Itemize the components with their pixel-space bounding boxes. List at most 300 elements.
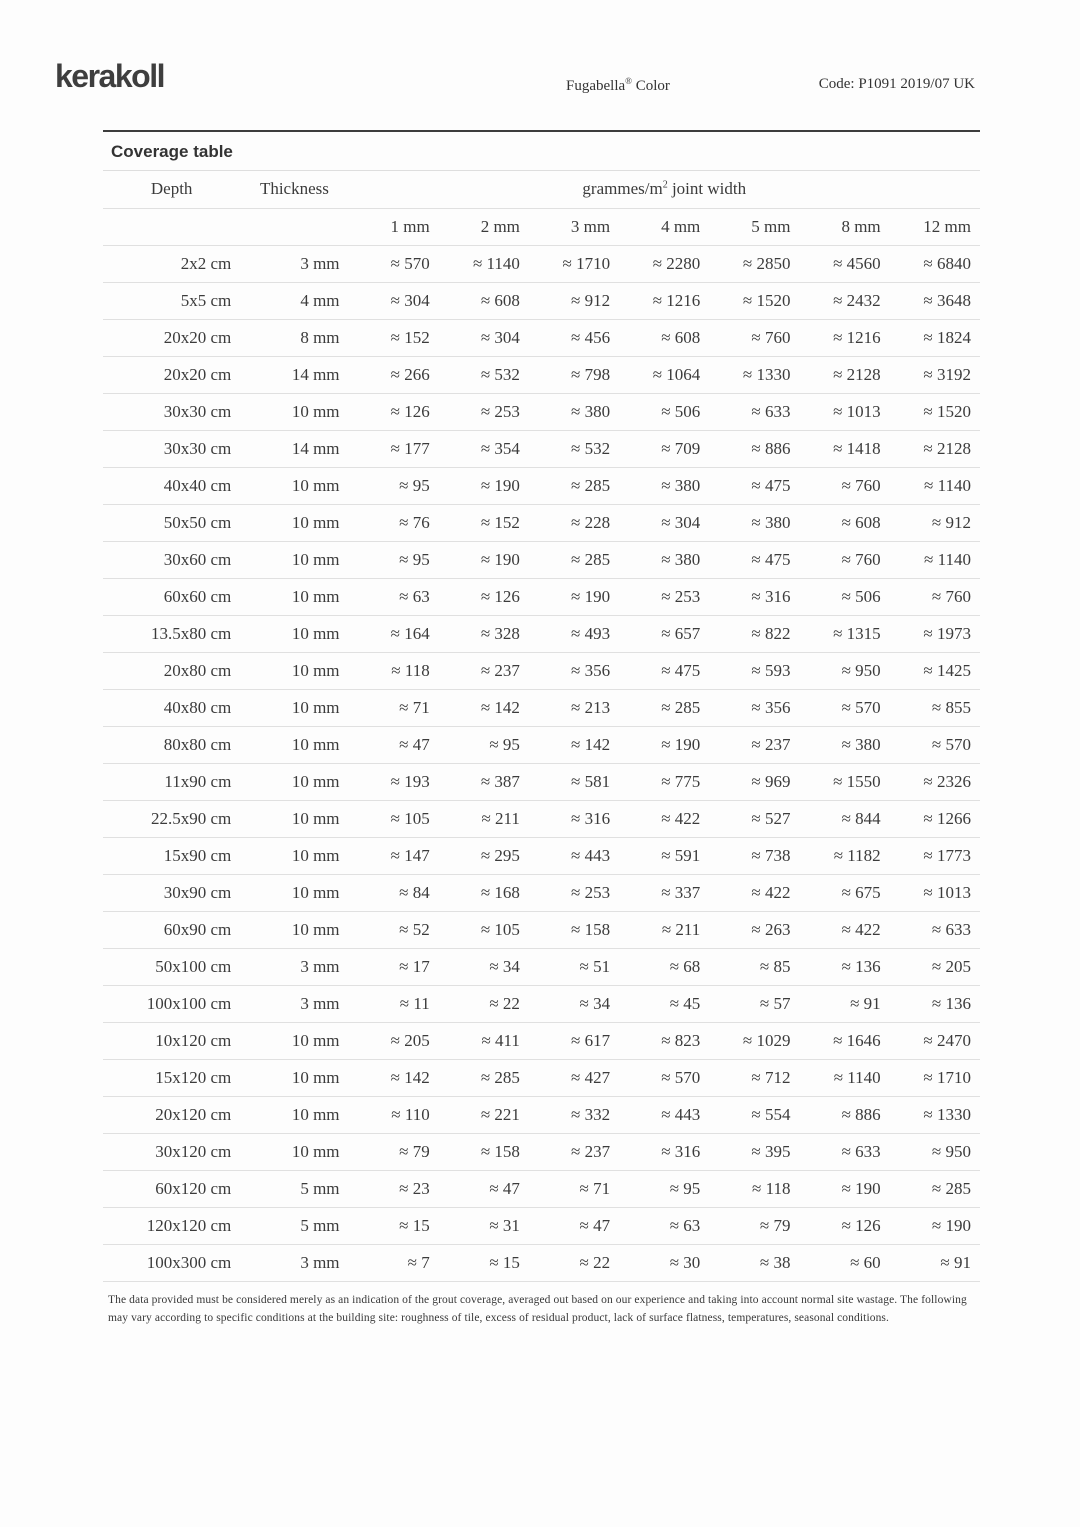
thickness-cell: 5 mm (240, 1207, 348, 1244)
thickness-cell: 10 mm (240, 467, 348, 504)
coverage-value-cell: ≈ 328 (439, 615, 529, 652)
depth-cell: 2x2 cm (103, 245, 240, 282)
coverage-value-cell: ≈ 285 (890, 1170, 980, 1207)
coverage-value-cell: ≈ 950 (799, 652, 889, 689)
thickness-cell: 10 mm (240, 726, 348, 763)
coverage-value-cell: ≈ 205 (890, 948, 980, 985)
coverage-value-cell: ≈ 593 (709, 652, 799, 689)
thickness-cell: 3 mm (240, 985, 348, 1022)
coverage-value-cell: ≈ 1425 (890, 652, 980, 689)
coverage-value-cell: ≈ 22 (439, 985, 529, 1022)
table-row (103, 985, 980, 1022)
depth-cell: 15x90 cm (103, 837, 240, 874)
joint-width-header: 4 mm (619, 208, 709, 245)
coverage-value-cell: ≈ 1710 (890, 1059, 980, 1096)
coverage-value-cell: ≈ 304 (619, 504, 709, 541)
coverage-value-cell: ≈ 354 (439, 430, 529, 467)
coverage-value-cell: ≈ 91 (890, 1244, 980, 1281)
coverage-value-cell: ≈ 823 (619, 1022, 709, 1059)
coverage-value-cell: ≈ 316 (709, 578, 799, 615)
coverage-value-cell: ≈ 387 (439, 763, 529, 800)
group-header-superscript: 2 (662, 179, 668, 191)
coverage-value-cell: ≈ 570 (619, 1059, 709, 1096)
coverage-value-cell: ≈ 136 (799, 948, 889, 985)
coverage-value-cell: ≈ 380 (709, 504, 799, 541)
coverage-value-cell: ≈ 15 (439, 1244, 529, 1281)
coverage-value-cell: ≈ 912 (890, 504, 980, 541)
product-name-suffix: Color (632, 78, 670, 94)
coverage-value-cell: ≈ 337 (619, 874, 709, 911)
coverage-value-cell: ≈ 950 (890, 1133, 980, 1170)
thickness-cell: 10 mm (240, 874, 348, 911)
coverage-value-cell: ≈ 30 (619, 1244, 709, 1281)
thickness-cell: 3 mm (240, 1244, 348, 1281)
coverage-value-cell: ≈ 1013 (890, 874, 980, 911)
table-row (103, 541, 980, 578)
coverage-value-cell: ≈ 190 (890, 1207, 980, 1244)
depth-cell: 100x100 cm (103, 985, 240, 1022)
thickness-cell: 10 mm (240, 1022, 348, 1059)
coverage-value-cell: ≈ 136 (890, 985, 980, 1022)
coverage-value-cell: ≈ 443 (529, 837, 619, 874)
coverage-value-cell: ≈ 1710 (529, 245, 619, 282)
coverage-value-cell: ≈ 738 (709, 837, 799, 874)
coverage-value-cell: ≈ 237 (709, 726, 799, 763)
coverage-value-cell: ≈ 211 (619, 911, 709, 948)
table-row (103, 726, 980, 763)
coverage-value-cell: ≈ 2128 (799, 356, 889, 393)
group-header-suffix: joint width (667, 179, 747, 199)
table-row (103, 282, 980, 319)
coverage-value-cell: ≈ 570 (799, 689, 889, 726)
coverage-value-cell: ≈ 608 (799, 504, 889, 541)
coverage-value-cell: ≈ 190 (529, 578, 619, 615)
coverage-table-body (103, 245, 980, 1281)
coverage-value-cell: ≈ 2850 (709, 245, 799, 282)
coverage-value-cell: ≈ 47 (439, 1170, 529, 1207)
coverage-value-cell: ≈ 38 (709, 1244, 799, 1281)
depth-cell: 30x90 cm (103, 874, 240, 911)
coverage-value-cell: ≈ 95 (619, 1170, 709, 1207)
thickness-cell: 5 mm (240, 1170, 348, 1207)
coverage-value-cell: ≈ 110 (349, 1096, 439, 1133)
coverage-value-cell: ≈ 844 (799, 800, 889, 837)
product-name-text: Fugabella (566, 78, 626, 94)
empty-header-cell (240, 208, 348, 245)
coverage-value-cell: ≈ 912 (529, 282, 619, 319)
coverage-value-cell: ≈ 395 (709, 1133, 799, 1170)
table-row (103, 763, 980, 800)
table-row (103, 1133, 980, 1170)
thickness-cell: 10 mm (240, 1096, 348, 1133)
coverage-value-cell: ≈ 304 (439, 319, 529, 356)
thickness-cell: 10 mm (240, 541, 348, 578)
coverage-value-cell: ≈ 17 (349, 948, 439, 985)
coverage-value-cell: ≈ 285 (439, 1059, 529, 1096)
thickness-column-header: Thickness (240, 171, 348, 208)
table-row (103, 1170, 980, 1207)
coverage-value-cell: ≈ 1182 (799, 837, 889, 874)
coverage-value-cell: ≈ 263 (709, 911, 799, 948)
coverage-value-cell: ≈ 1550 (799, 763, 889, 800)
coverage-value-cell: ≈ 1418 (799, 430, 889, 467)
coverage-value-cell: ≈ 1773 (890, 837, 980, 874)
table-header-row (103, 171, 980, 208)
coverage-value-cell: ≈ 118 (709, 1170, 799, 1207)
depth-cell: 60x90 cm (103, 911, 240, 948)
coverage-value-cell: ≈ 3192 (890, 356, 980, 393)
depth-cell: 50x100 cm (103, 948, 240, 985)
coverage-value-cell: ≈ 295 (439, 837, 529, 874)
coverage-value-cell: ≈ 84 (349, 874, 439, 911)
coverage-value-cell: ≈ 34 (529, 985, 619, 1022)
coverage-value-cell: ≈ 855 (890, 689, 980, 726)
coverage-value-cell: ≈ 633 (890, 911, 980, 948)
depth-cell: 80x80 cm (103, 726, 240, 763)
coverage-value-cell: ≈ 1315 (799, 615, 889, 652)
coverage-value-cell: ≈ 798 (529, 356, 619, 393)
coverage-value-cell: ≈ 253 (439, 393, 529, 430)
coverage-value-cell: ≈ 570 (349, 245, 439, 282)
thickness-cell: 3 mm (240, 245, 348, 282)
coverage-value-cell: ≈ 47 (349, 726, 439, 763)
thickness-cell: 10 mm (240, 800, 348, 837)
coverage-value-cell: ≈ 506 (799, 578, 889, 615)
thickness-cell: 10 mm (240, 504, 348, 541)
joint-width-header-row (103, 208, 980, 245)
coverage-value-cell: ≈ 152 (349, 319, 439, 356)
coverage-value-cell: ≈ 1064 (619, 356, 709, 393)
thickness-cell: 10 mm (240, 763, 348, 800)
coverage-value-cell: ≈ 356 (709, 689, 799, 726)
coverage-value-cell: ≈ 85 (709, 948, 799, 985)
coverage-value-cell: ≈ 79 (709, 1207, 799, 1244)
thickness-cell: 10 mm (240, 837, 348, 874)
coverage-value-cell: ≈ 633 (709, 393, 799, 430)
coverage-value-cell: ≈ 316 (619, 1133, 709, 1170)
depth-cell: 30x30 cm (103, 430, 240, 467)
table-row (103, 504, 980, 541)
depth-cell: 30x120 cm (103, 1133, 240, 1170)
coverage-value-cell: ≈ 71 (349, 689, 439, 726)
coverage-value-cell: ≈ 31 (439, 1207, 529, 1244)
joint-width-header: 8 mm (799, 208, 889, 245)
table-row (103, 1059, 980, 1096)
coverage-value-cell: ≈ 95 (349, 541, 439, 578)
coverage-value-cell: ≈ 2432 (799, 282, 889, 319)
thickness-cell: 14 mm (240, 430, 348, 467)
table-row (103, 911, 980, 948)
coverage-value-cell: ≈ 760 (799, 467, 889, 504)
coverage-value-cell: ≈ 63 (349, 578, 439, 615)
depth-cell: 40x40 cm (103, 467, 240, 504)
coverage-value-cell: ≈ 266 (349, 356, 439, 393)
coverage-value-cell: ≈ 105 (439, 911, 529, 948)
coverage-value-cell: ≈ 228 (529, 504, 619, 541)
coverage-value-cell: ≈ 190 (439, 467, 529, 504)
coverage-value-cell: ≈ 22 (529, 1244, 619, 1281)
coverage-value-cell: ≈ 7 (349, 1244, 439, 1281)
thickness-cell: 3 mm (240, 948, 348, 985)
coverage-value-cell: ≈ 164 (349, 615, 439, 652)
table-row (103, 1096, 980, 1133)
coverage-value-cell: ≈ 760 (890, 578, 980, 615)
table-row (103, 1244, 980, 1281)
coverage-value-cell: ≈ 570 (890, 726, 980, 763)
coverage-value-cell: ≈ 142 (349, 1059, 439, 1096)
coverage-value-cell: ≈ 1140 (439, 245, 529, 282)
coverage-value-cell: ≈ 475 (709, 467, 799, 504)
coverage-value-cell: ≈ 532 (439, 356, 529, 393)
coverage-value-cell: ≈ 52 (349, 911, 439, 948)
thickness-cell: 10 mm (240, 1059, 348, 1096)
coverage-value-cell: ≈ 657 (619, 615, 709, 652)
coverage-value-cell: ≈ 285 (529, 541, 619, 578)
thickness-cell: 10 mm (240, 911, 348, 948)
coverage-value-cell: ≈ 380 (799, 726, 889, 763)
depth-column-header: Depth (103, 171, 240, 208)
coverage-value-cell: ≈ 211 (439, 800, 529, 837)
coverage-value-cell: ≈ 380 (529, 393, 619, 430)
coverage-value-cell: ≈ 147 (349, 837, 439, 874)
coverage-value-cell: ≈ 1029 (709, 1022, 799, 1059)
depth-cell: 30x60 cm (103, 541, 240, 578)
depth-cell: 20x20 cm (103, 356, 240, 393)
coverage-value-cell: ≈ 760 (799, 541, 889, 578)
coverage-value-cell: ≈ 475 (619, 652, 709, 689)
coverage-value-cell: ≈ 532 (529, 430, 619, 467)
coverage-value-cell: ≈ 193 (349, 763, 439, 800)
coverage-value-cell: ≈ 253 (529, 874, 619, 911)
coverage-value-cell: ≈ 168 (439, 874, 529, 911)
depth-cell: 20x20 cm (103, 319, 240, 356)
depth-cell: 22.5x90 cm (103, 800, 240, 837)
coverage-value-cell: ≈ 617 (529, 1022, 619, 1059)
coverage-value-cell: ≈ 126 (349, 393, 439, 430)
table-row (103, 319, 980, 356)
kerakoll-logo: kerakoll (55, 58, 164, 94)
coverage-value-cell: ≈ 79 (349, 1133, 439, 1170)
joint-width-header: 5 mm (709, 208, 799, 245)
coverage-value-cell: ≈ 6840 (890, 245, 980, 282)
coverage-value-cell: ≈ 316 (529, 800, 619, 837)
coverage-value-cell: ≈ 304 (349, 282, 439, 319)
empty-header-cell (103, 208, 240, 245)
coverage-value-cell: ≈ 493 (529, 615, 619, 652)
depth-cell: 5x5 cm (103, 282, 240, 319)
joint-width-header: 2 mm (439, 208, 529, 245)
coverage-value-cell: ≈ 1266 (890, 800, 980, 837)
coverage-value-cell: ≈ 886 (709, 430, 799, 467)
coverage-value-cell: ≈ 105 (349, 800, 439, 837)
depth-cell: 20x80 cm (103, 652, 240, 689)
depth-cell: 60x60 cm (103, 578, 240, 615)
coverage-value-cell: ≈ 1973 (890, 615, 980, 652)
group-header-prefix: grammes/m (582, 179, 663, 199)
coverage-value-cell: ≈ 608 (619, 319, 709, 356)
coverage-value-cell: ≈ 152 (439, 504, 529, 541)
coverage-value-cell: ≈ 142 (529, 726, 619, 763)
coverage-value-cell: ≈ 63 (619, 1207, 709, 1244)
coverage-value-cell: ≈ 285 (529, 467, 619, 504)
coverage-value-cell: ≈ 422 (799, 911, 889, 948)
coverage-value-cell: ≈ 380 (619, 541, 709, 578)
depth-cell: 50x50 cm (103, 504, 240, 541)
coverage-value-cell: ≈ 158 (439, 1133, 529, 1170)
coverage-value-cell: ≈ 356 (529, 652, 619, 689)
coverage-value-cell: ≈ 2470 (890, 1022, 980, 1059)
coverage-value-cell: ≈ 126 (799, 1207, 889, 1244)
depth-cell: 13.5x80 cm (103, 615, 240, 652)
table-row (103, 1022, 980, 1059)
table-row (103, 393, 980, 430)
coverage-value-cell: ≈ 71 (529, 1170, 619, 1207)
coverage-value-cell: ≈ 422 (619, 800, 709, 837)
thickness-cell: 8 mm (240, 319, 348, 356)
joint-width-header: 12 mm (890, 208, 980, 245)
depth-cell: 60x120 cm (103, 1170, 240, 1207)
coverage-value-cell: ≈ 95 (349, 467, 439, 504)
coverage-value-cell: ≈ 380 (619, 467, 709, 504)
document-code: Code: P1091 2019/07 UK (818, 76, 975, 92)
registered-trademark-symbol: ® (625, 76, 632, 86)
coverage-value-cell: ≈ 1330 (709, 356, 799, 393)
depth-cell: 11x90 cm (103, 763, 240, 800)
coverage-section (103, 130, 980, 1327)
coverage-value-cell: ≈ 422 (709, 874, 799, 911)
joint-width-header: 1 mm (349, 208, 439, 245)
coverage-value-cell: ≈ 205 (349, 1022, 439, 1059)
table-row (103, 948, 980, 985)
coverage-value-cell: ≈ 237 (529, 1133, 619, 1170)
coverage-value-cell: ≈ 2326 (890, 763, 980, 800)
coverage-value-cell: ≈ 57 (709, 985, 799, 1022)
coverage-value-cell: ≈ 47 (529, 1207, 619, 1244)
coverage-value-cell: ≈ 886 (799, 1096, 889, 1133)
coverage-value-cell: ≈ 1520 (890, 393, 980, 430)
table-row (103, 652, 980, 689)
table-row (103, 1207, 980, 1244)
joint-width-header: 3 mm (529, 208, 619, 245)
thickness-cell: 10 mm (240, 393, 348, 430)
coverage-value-cell: ≈ 822 (709, 615, 799, 652)
coverage-value-cell: ≈ 95 (439, 726, 529, 763)
coverage-value-cell: ≈ 1330 (890, 1096, 980, 1133)
coverage-value-cell: ≈ 68 (619, 948, 709, 985)
coverage-value-cell: ≈ 591 (619, 837, 709, 874)
table-row (103, 430, 980, 467)
coverage-value-cell: ≈ 51 (529, 948, 619, 985)
coverage-value-cell: ≈ 190 (619, 726, 709, 763)
coverage-value-cell: ≈ 4560 (799, 245, 889, 282)
coverage-value-cell: ≈ 527 (709, 800, 799, 837)
thickness-cell: 10 mm (240, 615, 348, 652)
coverage-value-cell: ≈ 1824 (890, 319, 980, 356)
thickness-cell: 14 mm (240, 356, 348, 393)
coverage-value-cell: ≈ 213 (529, 689, 619, 726)
thickness-cell: 10 mm (240, 1133, 348, 1170)
coverage-value-cell: ≈ 709 (619, 430, 709, 467)
coverage-value-cell: ≈ 126 (439, 578, 529, 615)
coverage-value-cell: ≈ 1520 (709, 282, 799, 319)
coverage-value-cell: ≈ 411 (439, 1022, 529, 1059)
coverage-value-cell: ≈ 554 (709, 1096, 799, 1133)
coverage-value-cell: ≈ 285 (619, 689, 709, 726)
coverage-value-cell: ≈ 608 (439, 282, 529, 319)
thickness-cell: 10 mm (240, 578, 348, 615)
coverage-value-cell: ≈ 712 (709, 1059, 799, 1096)
joint-width-group-header (349, 171, 980, 208)
table-row (103, 874, 980, 911)
coverage-value-cell: ≈ 475 (709, 541, 799, 578)
table-row (103, 356, 980, 393)
coverage-value-cell: ≈ 221 (439, 1096, 529, 1133)
thickness-cell: 10 mm (240, 652, 348, 689)
table-row (103, 615, 980, 652)
coverage-value-cell: ≈ 45 (619, 985, 709, 1022)
coverage-value-cell: ≈ 2280 (619, 245, 709, 282)
depth-cell: 100x300 cm (103, 1244, 240, 1281)
coverage-value-cell: ≈ 253 (619, 578, 709, 615)
coverage-value-cell: ≈ 23 (349, 1170, 439, 1207)
table-row (103, 800, 980, 837)
coverage-value-cell: ≈ 1216 (619, 282, 709, 319)
coverage-value-cell: ≈ 34 (439, 948, 529, 985)
coverage-value-cell: ≈ 190 (799, 1170, 889, 1207)
table-row (103, 578, 980, 615)
coverage-value-cell: ≈ 1646 (799, 1022, 889, 1059)
coverage-value-cell: ≈ 675 (799, 874, 889, 911)
coverage-value-cell: ≈ 427 (529, 1059, 619, 1096)
coverage-value-cell: ≈ 1140 (890, 467, 980, 504)
coverage-value-cell: ≈ 237 (439, 652, 529, 689)
coverage-value-cell: ≈ 118 (349, 652, 439, 689)
coverage-value-cell: ≈ 760 (709, 319, 799, 356)
coverage-value-cell: ≈ 1013 (799, 393, 889, 430)
depth-cell: 10x120 cm (103, 1022, 240, 1059)
coverage-value-cell: ≈ 1216 (799, 319, 889, 356)
depth-cell: 20x120 cm (103, 1096, 240, 1133)
coverage-value-cell: ≈ 11 (349, 985, 439, 1022)
coverage-value-cell: ≈ 581 (529, 763, 619, 800)
product-name (566, 76, 670, 95)
coverage-value-cell: ≈ 2128 (890, 430, 980, 467)
table-row (103, 837, 980, 874)
coverage-value-cell: ≈ 177 (349, 430, 439, 467)
coverage-value-cell: ≈ 190 (439, 541, 529, 578)
coverage-value-cell: ≈ 332 (529, 1096, 619, 1133)
depth-cell: 40x80 cm (103, 689, 240, 726)
coverage-value-cell: ≈ 3648 (890, 282, 980, 319)
coverage-value-cell: ≈ 15 (349, 1207, 439, 1244)
thickness-cell: 10 mm (240, 689, 348, 726)
coverage-value-cell: ≈ 969 (709, 763, 799, 800)
depth-cell: 120x120 cm (103, 1207, 240, 1244)
table-row (103, 689, 980, 726)
coverage-value-cell: ≈ 76 (349, 504, 439, 541)
coverage-value-cell: ≈ 456 (529, 319, 619, 356)
footnote-text: The data provided must be considered merely as an indication of the grout coverage, averaged out based on our experience and taking into account normal site wastage. The following may vary according to specific conditions at the building site: roughness of tile, excess of residual product, lack of surface flatness, temperatures, seasonal conditions. (108, 1293, 967, 1324)
table-row (103, 467, 980, 504)
coverage-value-cell: ≈ 633 (799, 1133, 889, 1170)
coverage-value-cell: ≈ 1140 (799, 1059, 889, 1096)
coverage-value-cell: ≈ 60 (799, 1244, 889, 1281)
thickness-cell: 4 mm (240, 282, 348, 319)
coverage-value-cell: ≈ 775 (619, 763, 709, 800)
coverage-value-cell: ≈ 1140 (890, 541, 980, 578)
depth-cell: 30x30 cm (103, 393, 240, 430)
coverage-value-cell: ≈ 506 (619, 393, 709, 430)
